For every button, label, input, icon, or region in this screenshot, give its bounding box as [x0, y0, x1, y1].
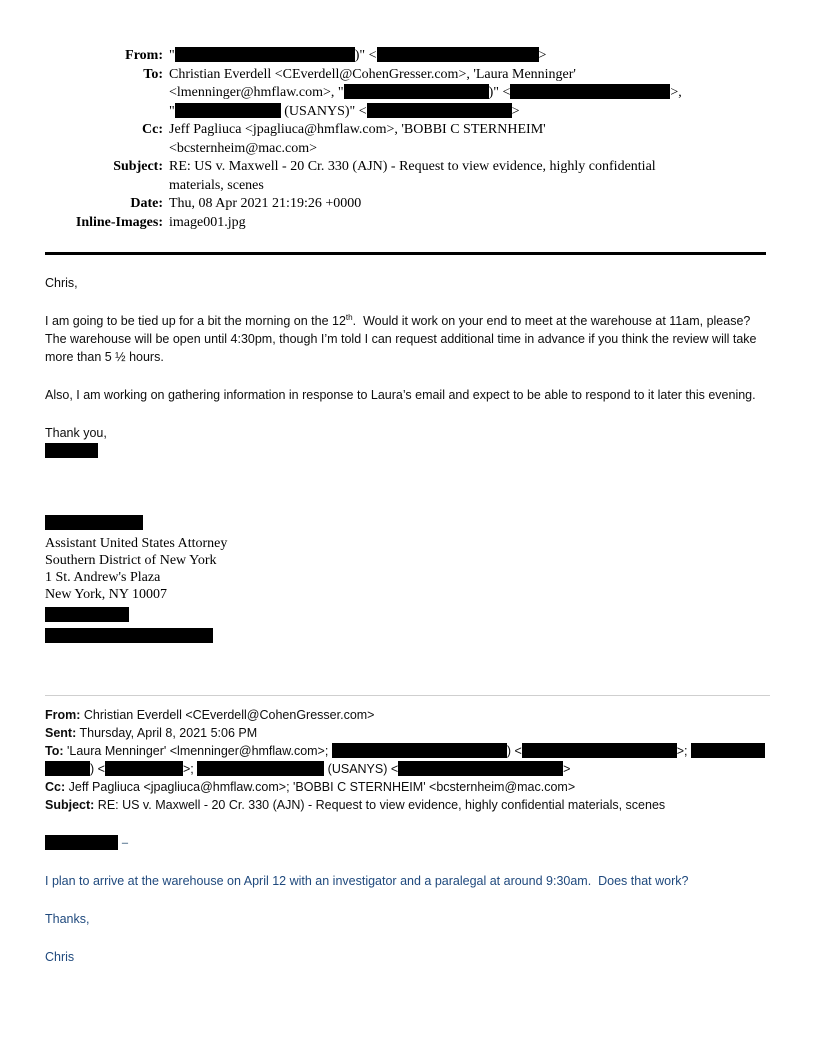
redaction-bar [691, 743, 765, 758]
redaction-bar [197, 761, 324, 776]
header-label-from: From: [125, 48, 163, 63]
header-to-line-3: " (USANYS)" < > [169, 103, 520, 119]
quoted-thanks: Thanks, [45, 912, 90, 926]
redaction-bar [377, 47, 539, 62]
quoted-paragraph: I plan to arrive at the warehouse on April 12 with an investigator and a paralegal at around 9:30am. Does that work? [45, 874, 689, 888]
redaction-bar [45, 761, 90, 776]
redaction-bar [398, 761, 563, 776]
email-body [45, 274, 770, 966]
body-paragraph-1: I am going to be tied up for a bit the morning on the 12th. Would it work on your end to meet at the warehouse at 11am, please? The warehouse will be open until 4:30pm, though I’m told I can request additional time in advance if you think the review will take more than 5 ½ hours. [45, 312, 760, 364]
header-label-date: Date: [130, 196, 163, 211]
header-inline-images-line: image001.jpg [169, 214, 246, 230]
signature-district: Southern District of New York [45, 553, 217, 568]
redaction-bar [175, 47, 355, 62]
redaction-bar [367, 103, 512, 118]
header-subject-line-2: materials, scenes [169, 177, 264, 193]
quoted-sender: Chris [45, 950, 75, 964]
signature-block [45, 514, 770, 645]
signature-phone-redaction [45, 606, 770, 624]
header-to-line-2: <lmenninger@hmflaw.com>, " )" < >, [169, 85, 682, 100]
redaction-bar [45, 443, 98, 458]
header-from-line: " )" < > [169, 48, 547, 63]
redaction-bar [344, 84, 489, 99]
redaction-bar [332, 743, 507, 758]
header-divider-rule [45, 252, 766, 255]
signature-address-1: 1 St. Andrew's Plaza [45, 570, 161, 585]
body-closing: Thank you, [45, 426, 107, 440]
signature-address-2: New York, NY 10007 [45, 587, 167, 602]
header-value-to [169, 66, 770, 122]
redaction-bar [175, 103, 281, 118]
redaction-bar [45, 835, 118, 850]
redaction-bar [45, 515, 143, 530]
quoted-email [45, 706, 770, 966]
redaction-bar [105, 761, 183, 776]
quoted-email-divider [45, 695, 770, 696]
header-subject-line-1: RE: US v. Maxwell - 20 Cr. 330 (AJN) - Request to view evidence, highly confidential [169, 159, 656, 174]
quoted-to-line-1: To: 'Laura Menninger' <lmenninger@hmflaw.com>; ) < >; [45, 742, 770, 760]
header-date-line: Thu, 08 Apr 2021 21:19:26 +0000 [169, 196, 362, 211]
quoted-greeting: – [45, 834, 770, 852]
redaction-bar [510, 84, 670, 99]
header-label-to: To: [143, 66, 163, 82]
header-label-subject: Subject: [113, 159, 163, 174]
email-header [45, 47, 770, 232]
redaction-bar [45, 628, 213, 643]
signature-email-redaction [45, 627, 770, 645]
quoted-cc-line: Cc: Jeff Pagliuca <jpagliuca@hmflaw.com>; 'BOBBI C STERNHEIM' <bcsternheim@mac.com> [45, 780, 576, 794]
quoted-to-line-2: ) < >; (USANYS) < > [45, 760, 770, 778]
header-to-line-1: Christian Everdell <CEverdell@CohenGresser.com>, 'Laura Menninger' [169, 66, 576, 82]
quoted-sent-line: Sent: Thursday, April 8, 2021 5:06 PM [45, 726, 258, 740]
header-value-date [169, 195, 770, 214]
signature-name-redaction [45, 514, 770, 532]
header-value-subject [169, 158, 770, 195]
header-cc-line-2: <bcsternheim@mac.com> [169, 140, 318, 156]
header-value-from [169, 47, 770, 66]
body-greeting: Chris, [45, 276, 78, 290]
redaction-bar [522, 743, 677, 758]
quoted-from-line: From: Christian Everdell <CEverdell@CohenGresser.com> [45, 708, 375, 722]
header-cc-line-1: Jeff Pagliuca <jpagliuca@hmflaw.com>, 'BOBBI C STERNHEIM' [169, 122, 546, 137]
quoted-subject-line: Subject: RE: US v. Maxwell - 20 Cr. 330 (AJN) - Request to view evidence, highly confidential materials, scenes [45, 798, 666, 812]
sender-name-redaction [45, 442, 770, 460]
header-value-inline-images [169, 214, 770, 233]
redaction-bar [45, 607, 129, 622]
body-paragraph-2: Also, I am working on gathering information in response to Laura’s email and expect to be able to respond to it later this evening. [45, 388, 756, 402]
header-label-cc: Cc: [142, 122, 163, 137]
header-label-inline-images: Inline-Images: [75, 214, 163, 230]
signature-details [45, 535, 770, 603]
signature-title: Assistant United States Attorney [45, 536, 228, 551]
header-value-cc [169, 121, 770, 158]
